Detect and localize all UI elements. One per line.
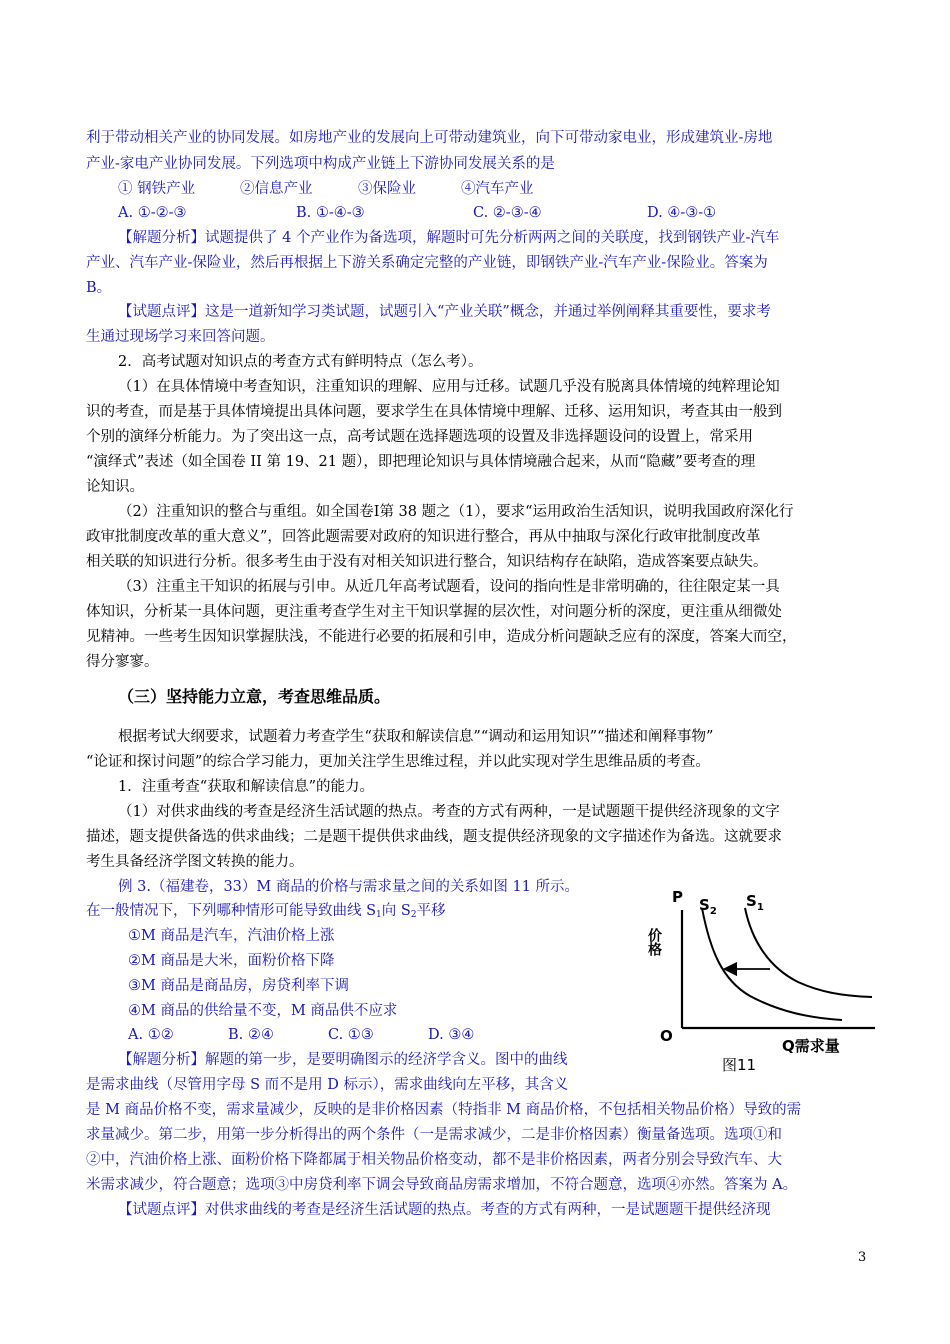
x-axis-label: Q需求量 bbox=[782, 1037, 840, 1055]
option-item: ③保险业 bbox=[358, 181, 416, 197]
analysis-line: B。 bbox=[86, 280, 112, 296]
choice-item: B. ①-④-③ bbox=[296, 205, 365, 221]
analysis-line: 是 M 商品价格不变，需求量减少，反映的是非价格因素（特指非 M 商品价格，不包括相关物品价格）导致的需 bbox=[86, 1102, 802, 1118]
analysis-line: 产业、汽车产业-保险业，然后再根据上下游关系确定完整的产业链，即钢铁产业-汽车产业-保险业。答案为 bbox=[86, 255, 768, 271]
demand-curve-diagram bbox=[646, 880, 880, 1080]
text-line: （1）对供求曲线的考查是经济生活试题的热点。考查的方式有两种，一是试题题干提供经济现象的文字 bbox=[118, 804, 780, 820]
comment-line: 【试题点评】对供求曲线的考查是经济生活试题的热点。考查的方式有两种，一是试题题干提供经济现 bbox=[118, 1202, 771, 1218]
text-line: “演绎式”表述（如全国卷 II 第 19、21 题），即把理论知识与具体情境融合起来，从而“隐藏”要考查的理 bbox=[86, 454, 756, 470]
example-stem: 在一般情况下，下列哪种情形可能导致曲线 $S_1$向 $S_2$平移 bbox=[86, 903, 446, 920]
text-line: （3）注重主干知识的拓展与引申。从近几年高考试题看，设问的指向性是非常明确的，往往限定某一具 bbox=[118, 579, 780, 595]
section-heading: （三）坚持能力立意，考查思维品质。 bbox=[118, 687, 391, 706]
option-item: ①M 商品是汽车，汽油价格上涨 bbox=[128, 928, 335, 944]
text-line: 政审批制度改革的重大意义”，回答此题需要对政府的知识进行整合，再从中抽取与深化行政审批制度改革 bbox=[86, 529, 761, 545]
p-label: P bbox=[672, 888, 683, 906]
option-item: ③M 商品是商品房，房贷利率下调 bbox=[128, 978, 349, 994]
text-line: 个别的演绎分析能力。为了突出这一点，高考试题在选择题选项的设置及非选择题设问的设置上，常采用 bbox=[86, 429, 753, 445]
text-line: （2）注重知识的整合与重组。如全国卷Ⅰ第 38 题之（1），要求“运用政治生活知识，说明我国政府深化行 bbox=[118, 504, 794, 520]
choice-item: D. ③④ bbox=[428, 1027, 475, 1043]
text-line: 相关联的知识进行分析。很多考生由于没有对相关知识进行整合，知识结构存在缺陷，造成答案要点缺失。 bbox=[86, 554, 768, 570]
text-line: 见精神。一些考生因知识掌握肤浅，不能进行必要的拓展和引申，造成分析问题缺乏应有的深度，答案大而空， bbox=[86, 629, 797, 645]
choice-item: B. ②④ bbox=[228, 1027, 274, 1043]
choice-item: C. ①③ bbox=[328, 1027, 374, 1043]
figure-caption: 图11 bbox=[722, 1056, 757, 1074]
choice-list bbox=[118, 203, 716, 223]
analysis-line: 是需求曲线（尽管用字母 S 而不是用 D 标示），需求曲线向左平移，其含义 bbox=[86, 1077, 569, 1093]
text-line: 体知识，分析某一具体问题，更注重考查学生对主干知识掌握的层次性，对问题分析的深度，更注重从细微处 bbox=[86, 604, 782, 620]
option-item: ②信息产业 bbox=[240, 181, 313, 197]
option-item: ① 钢铁产业 bbox=[118, 181, 196, 197]
option-item: ④汽车产业 bbox=[461, 181, 534, 197]
section-title: 2．高考试题对知识点的考查方式有鲜明特点（怎么考）。 bbox=[118, 354, 483, 370]
example-stem: 例 3.（福建卷，33）M 商品的价格与需求量之间的关系如图 11 所示。 bbox=[118, 879, 580, 895]
analysis-line: 米需求减少，符合题意；选项③中房贷利率下调会导致商品房需求增加，不符合题意，选项④亦然。答案为 A。 bbox=[86, 1177, 798, 1193]
s1-label: $S_1$ bbox=[746, 892, 764, 913]
text-line: 描述，题支提供备选的供求曲线；二是题干提供供求曲线，题支提供经济现象的文字描述作为备选。这就要求 bbox=[86, 829, 782, 845]
text-line: 利于带动相关产业的协同发展。如房地产业的发展向上可带动建筑业，向下可带动家电业，形成建筑业-房地 bbox=[86, 130, 773, 146]
comment-line: 生通过现场学习来回答问题。 bbox=[86, 329, 275, 345]
analysis-line: 求量减少。第二步，用第一步分析得出的两个条件（一是需求减少，二是非价格因素）衡量备选项。选项①和 bbox=[86, 1127, 782, 1143]
choice-item: A. ①-②-③ bbox=[118, 205, 187, 221]
option-list bbox=[118, 179, 534, 199]
text-line: 论知识。 bbox=[86, 479, 144, 495]
s2-label: $S_2$ bbox=[699, 896, 717, 917]
text-line: 产业-家电产业协同发展。下列选项中构成产业链上下游协同发展关系的是 bbox=[86, 156, 555, 172]
comment-line: 【试题点评】这是一道新知学习类试题，试题引入“产业关联”概念，并通过举例阐释其重要性，要求考 bbox=[118, 304, 771, 320]
analysis-line: ②中，汽油价格上涨、面粉价格下降都属于相关物品价格变动，都不是非价格因素，两者分别会导致汽车、大 bbox=[86, 1152, 782, 1168]
page-number: 3 bbox=[858, 1250, 867, 1265]
text-line: （1）在具体情境中考查知识，注重知识的理解、应用与迁移。试题几乎没有脱离具体情境的纯粹理论知 bbox=[118, 379, 780, 395]
curve-s1 bbox=[745, 908, 872, 997]
choice-list bbox=[128, 1025, 474, 1045]
option-item: ②M 商品是大米，面粉价格下降 bbox=[128, 953, 335, 969]
text-line: 识的考查，而是基于具体情境提出具体问题，要求学生在具体情境中理解、迁移、运用知识，考查其由一般到 bbox=[86, 404, 782, 420]
text-line: “论证和探讨问题”的综合学习能力，更加关注学生思维过程，并以此实现对学生思维品质的考查。 bbox=[86, 754, 710, 770]
text-line: 得分寥寥。 bbox=[86, 654, 159, 670]
choice-item: A. ①② bbox=[128, 1027, 174, 1043]
option-item: ④M 商品的供给量不变，M 商品供不应求 bbox=[128, 1003, 398, 1019]
choice-item: C. ②-③-④ bbox=[473, 205, 542, 221]
analysis-line: 【解题分析】解题的第一步，是要明确图示的经济学含义。图中的曲线 bbox=[118, 1052, 568, 1068]
text-line: 考生具备经济学图文转换的能力。 bbox=[86, 854, 304, 870]
text-line: 根据考试大纲要求，试题着力考查学生“获取和解读信息”“调动和运用知识”“描述和阐释事物” bbox=[118, 729, 714, 745]
subsection-title: 1．注重考查“获取和解读信息”的能力。 bbox=[118, 779, 375, 795]
choice-item: D. ④-③-① bbox=[647, 205, 717, 221]
demand-curve-figure bbox=[646, 880, 880, 1080]
origin-label: O bbox=[660, 1027, 673, 1045]
analysis-line: 【解题分析】试题提供了 4 个产业作为备选项，解题时可先分析两两之间的关联度，找到钢铁产业-汽车 bbox=[118, 230, 780, 246]
y-axis-label: 价格 bbox=[646, 928, 662, 956]
